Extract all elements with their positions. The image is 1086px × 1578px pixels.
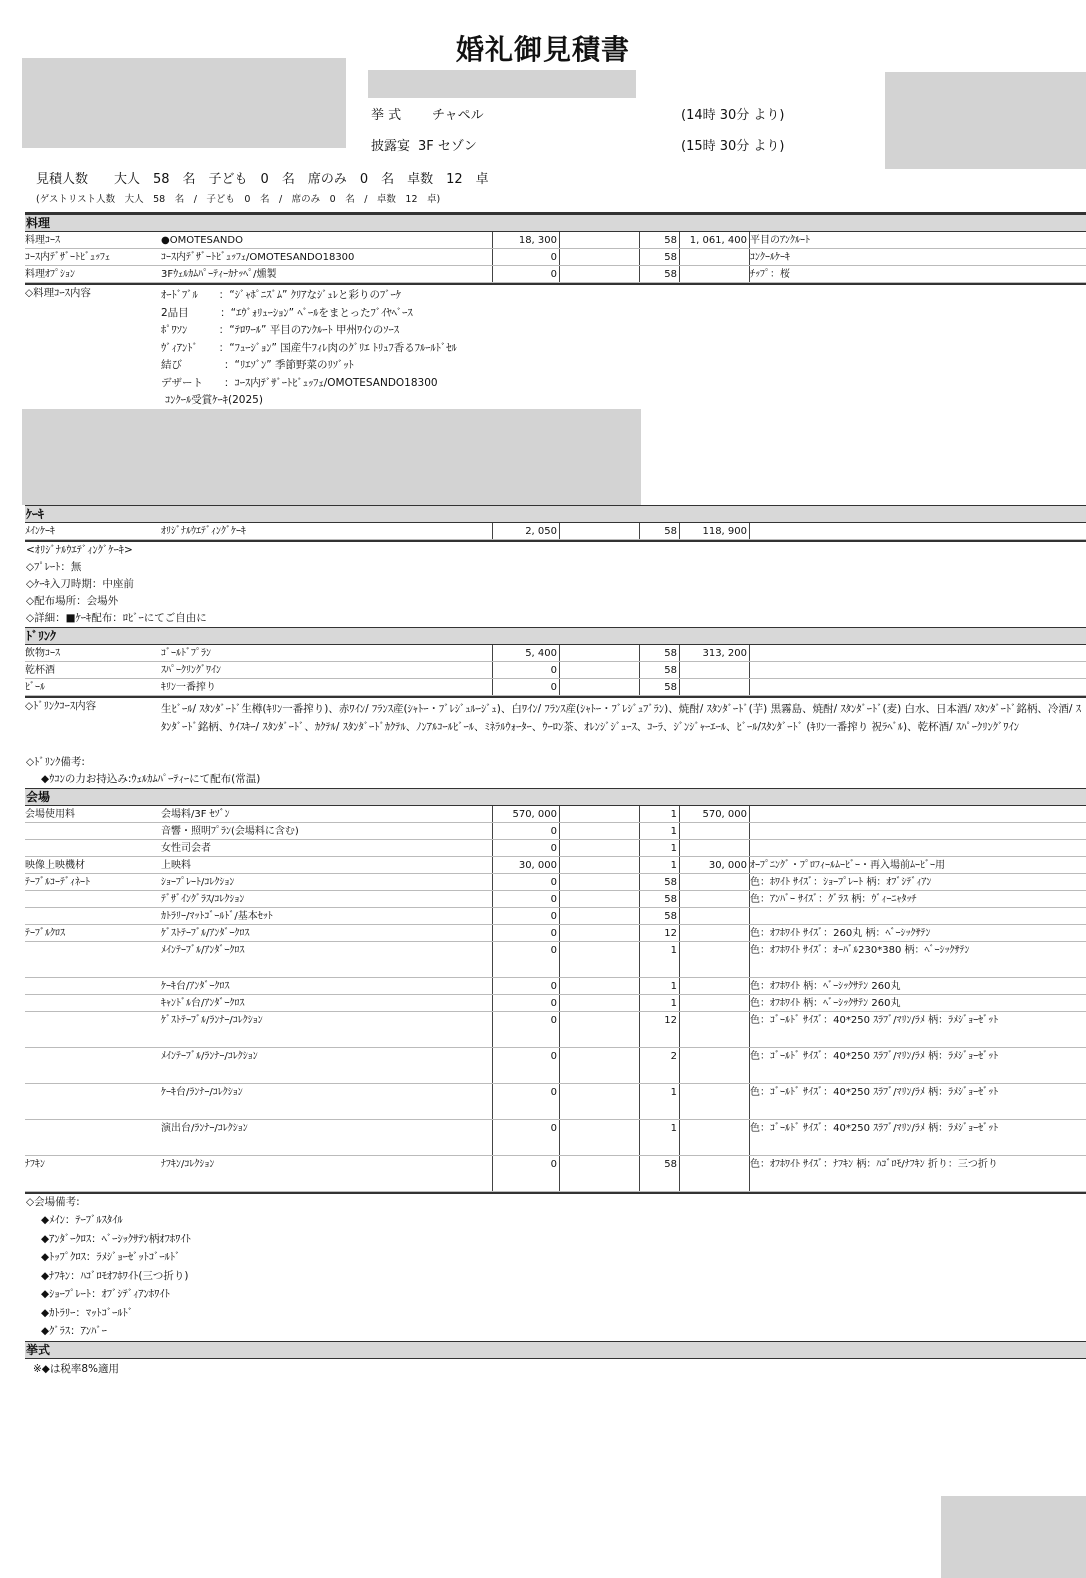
row-amount — [680, 925, 750, 941]
row-remarks — [750, 908, 1086, 924]
venue-notes-label: ◇会場備考: — [26, 1196, 80, 1208]
row-remarks: 色：ｵﾌﾎﾜｲﾄ ｻｲｽﾞ：260丸 柄：ﾍﾞｰｼｯｸｻﾃﾝ — [750, 928, 931, 939]
row-unit-price: 0 — [492, 679, 560, 695]
row-qty: 58 — [640, 874, 680, 890]
row-amount: 313, 200 — [680, 645, 750, 661]
row-category: ﾅﾌｷﾝ — [25, 1159, 45, 1170]
cuisine-course-line: 結び ：“ﾘｴｿﾞﾝ” 季節野菜のﾘｿﾞｯﾄ — [161, 359, 354, 371]
row-amount — [680, 1012, 750, 1047]
row-qty: 58 — [640, 232, 680, 248]
row-category — [25, 891, 157, 907]
row-remarks: 色：ｺﾞｰﾙﾄﾞ ｻｲｽﾞ：40*250 ｽﾗﾌﾞ/ﾏﾘﾝ/ﾗﾒ 柄：ﾗﾒｼﾞｮｰｾﾞｯﾄ — [750, 1015, 999, 1026]
row-item-name: ｺｰｽ内ﾃﾞｻﾞｰﾄﾋﾞｭｯﾌｪ/OMOTESANDO18300 — [161, 252, 355, 263]
row-note — [560, 942, 640, 977]
cuisine-course-line: ｺﾝｸｰﾙ受賞ｹｰｷ(2025) — [165, 394, 263, 406]
row-category: 映像上映機材 — [25, 860, 85, 871]
row-unit-price: 0 — [492, 891, 560, 907]
row-unit-price: 0 — [492, 995, 560, 1011]
ceremony-venue: チャペル — [432, 108, 484, 123]
reception-venue: 3F セゾン — [418, 139, 477, 154]
row-remarks: 色：ｱﾝﾊﾞｰ ｻｲｽﾞ：ｸﾞﾗｽ 柄：ｳﾞｨｰﾆｬﾀｯﾁ — [750, 894, 917, 905]
row-unit-price: 0 — [492, 1048, 560, 1083]
row-item-name: 上映料 — [161, 860, 191, 871]
row-item-name: 女性司会者 — [161, 843, 211, 854]
row-remarks: 色：ｵﾌﾎﾜｲﾄ ｻｲｽﾞ：ﾅﾌｷﾝ 柄：ﾊｺﾞﾛﾓ/ﾅﾌｷﾝ 折り：三つ折り — [750, 1159, 998, 1170]
section-ceremony: 挙式 — [25, 1341, 1086, 1359]
row-amount — [680, 1048, 750, 1083]
row-qty: 1 — [640, 857, 680, 873]
row-qty: 1 — [640, 942, 680, 977]
table-row — [25, 840, 1086, 857]
row-amount — [680, 823, 750, 839]
row-item-name: ｹﾞｽﾄﾃｰﾌﾞﾙ/ｱﾝﾀﾞｰｸﾛｽ — [161, 928, 250, 939]
row-remarks: ﾁｯﾌﾟ：桜 — [750, 269, 790, 280]
guest-list-count: (ゲストリスト人数 大人 58 名 / 子ども 0 名 / 席のみ 0 名 / 卓数 12 卓) — [36, 194, 441, 205]
row-qty: 1 — [640, 823, 680, 839]
row-amount — [680, 662, 750, 678]
row-category: ﾋﾞｰﾙ — [25, 682, 45, 693]
table-row — [25, 995, 1086, 1012]
row-item-name: ｽﾊﾟｰｸﾘﾝｸﾞﾜｲﾝ — [161, 665, 221, 676]
row-unit-price: 0 — [492, 978, 560, 994]
cuisine-course-line: デザート ：ｺｰｽ内ﾃﾞｻﾞｰﾄﾋﾞｭｯﾌｪ/OMOTESANDO18300 — [161, 376, 438, 389]
section-drink: ﾄﾞﾘﾝｸ — [25, 627, 1086, 645]
row-item-name: ﾒｲﾝﾃｰﾌﾞﾙ/ﾗﾝﾅｰ/ｺﾚｸｼｮﾝ — [161, 1051, 258, 1062]
venue-note-line: ◆ｱﾝﾀﾞｰｸﾛｽ：ﾍﾞｰｼｯｸｻﾃﾝ柄ｵﾌﾎﾜｲﾄ — [41, 1232, 191, 1245]
row-item-name: ｷｬﾝﾄﾞﾙ台/ｱﾝﾀﾞｰｸﾛｽ — [161, 998, 245, 1009]
redacted-row — [25, 409, 1086, 505]
row-remarks — [750, 662, 1086, 678]
table-row — [25, 806, 1086, 823]
row-item-name: ｷﾘﾝ一番搾り — [161, 682, 216, 693]
row-item-name: ﾃﾞｻﾞｲﾝｸﾞﾗｽ/ｺﾚｸｼｮﾝ — [161, 894, 245, 905]
row-qty: 58 — [640, 523, 680, 539]
row-remarks — [750, 823, 1086, 839]
row-qty: 58 — [640, 908, 680, 924]
table-row — [25, 1156, 1086, 1192]
row-category — [25, 1048, 157, 1083]
row-item-name: ﾒｲﾝﾃｰﾌﾞﾙ/ｱﾝﾀﾞｰｸﾛｽ — [161, 945, 245, 956]
table-row — [25, 891, 1086, 908]
section-venue: 会場 — [25, 788, 1086, 806]
drink-content-text: 生ﾋﾞｰﾙ/ ｽﾀﾝﾀﾞｰﾄﾞ生樽(ｷﾘﾝ一番搾り)、赤ﾜｲﾝ/ ﾌﾗﾝｽ産(ｼｬﾄｰ・ﾌﾞﾚｼﾞｭﾙｰｼﾞｭ)、白ﾜｲﾝ/ ﾌﾗﾝｽ産(ｼｬﾄｰ・ﾌﾞﾚｼﾞｭﾌﾞﾗﾝ)、焼酎/ ｽﾀﾝﾀﾞｰﾄﾞ(芋) 黒霧島、焼酎/ ｽﾀﾝﾀﾞｰﾄﾞ(麦) 白水、日本酒/ ｽﾀﾝﾀﾞｰﾄﾞ銘柄、冷酒/ ｽﾀﾝﾀﾞｰﾄﾞ銘柄、ｳｲｽｷｰ/ ｽﾀﾝﾀﾞｰﾄﾞ、ｶｸﾃﾙ/ ｽﾀﾝﾀﾞｰﾄﾞｶｸﾃﾙ、ﾉﾝｱﾙｺｰﾙﾋﾞｰﾙ、ﾐﾈﾗﾙｳｫｰﾀｰ、ｳｰﾛﾝ茶、ｵﾚﾝｼﾞｼﾞｭｰｽ、ｺｰﾗ、ｼﾞﾝｼﾞｬｰｴｰﾙ、ﾋﾞｰﾙ/ｽﾀﾝﾀﾞｰﾄﾞ (ｷﾘﾝ一番搾り 祝ﾗﾍﾞﾙ)、乾杯酒/ ｽﾊﾟｰｸﾘﾝｸﾞﾜｲﾝ — [161, 703, 1081, 733]
row-category: ﾒｲﾝｹｰｷ — [25, 526, 55, 537]
table-row — [25, 523, 1086, 540]
row-qty: 1 — [640, 1084, 680, 1119]
row-qty: 1 — [640, 840, 680, 856]
row-remarks: 色：ｺﾞｰﾙﾄﾞ ｻｲｽﾞ：40*250 ｽﾗﾌﾞ/ﾏﾘﾝ/ﾗﾒ 柄：ﾗﾒｼﾞｮｰｾﾞｯﾄ — [750, 1123, 999, 1134]
row-amount — [680, 1084, 750, 1119]
row-amount — [680, 978, 750, 994]
cake-note-line: ◇ﾌﾟﾚｰﾄ：無 — [26, 561, 82, 573]
row-item-name: ｹｰｷ台/ｱﾝﾀﾞｰｸﾛｽ — [161, 981, 230, 992]
row-remarks: 色：ｵﾌﾎﾜｲﾄ 柄：ﾍﾞｰｼｯｸｻﾃﾝ 260丸 — [750, 998, 901, 1009]
row-item-name: ｺﾞｰﾙﾄﾞﾌﾟﾗﾝ — [161, 648, 211, 659]
table-row — [25, 266, 1086, 283]
section-cuisine: 料理 — [25, 214, 1086, 232]
row-unit-price: 0 — [492, 1156, 560, 1191]
guest-count-summary: 見積人数 大人 58 名 子ども 0 名 席のみ 0 名 卓数 12 卓 — [36, 172, 489, 187]
venue-note-line: ◆ﾅﾌｷﾝ：ﾊｺﾞﾛﾓｵﾌﾎﾜｲﾄ(三つ折り) — [41, 1269, 189, 1282]
row-category — [25, 840, 157, 856]
row-note — [560, 978, 640, 994]
row-amount: 1, 061, 400 — [680, 232, 750, 248]
row-item-name: 3Fｳｪﾙｶﾑﾊﾟｰﾃｨｰｶﾅｯﾍﾟ/燻製 — [161, 269, 277, 280]
row-category: 料理ｺｰｽ — [25, 235, 60, 246]
row-item-name: ●OMOTESANDO — [161, 235, 243, 246]
row-note — [560, 925, 640, 941]
drink-content-label: ◇ﾄﾞﾘﾝｸｺｰｽ内容 — [25, 700, 97, 712]
cuisine-course-line: 2品目 ：“ｴｳﾞｫﾘｭｰｼｮﾝ” ﾍﾞｰﾙをまとったﾌﾞｲﾔﾍﾞｰｽ — [161, 306, 413, 319]
row-note — [560, 908, 640, 924]
row-note — [560, 1120, 640, 1155]
row-remarks: 平目のｱﾝｸﾙｰﾄ — [750, 235, 810, 246]
row-amount — [680, 1156, 750, 1191]
redacted-block — [368, 70, 636, 98]
redacted-block — [885, 72, 1086, 169]
row-qty: 2 — [640, 1048, 680, 1083]
row-amount — [680, 840, 750, 856]
drink-notes-label: ◇ﾄﾞﾘﾝｸ備考: — [26, 756, 85, 768]
reception-time: (15時 30分 より) — [681, 139, 785, 154]
row-item-name: ｹｰｷ台/ﾗﾝﾅｰ/ｺﾚｸｼｮﾝ — [161, 1087, 243, 1098]
row-remarks — [750, 806, 1086, 822]
row-remarks: 色：ｺﾞｰﾙﾄﾞ ｻｲｽﾞ：40*250 ｽﾗﾌﾞ/ﾏﾘﾝ/ﾗﾒ 柄：ﾗﾒｼﾞｮｰｾﾞｯﾄ — [750, 1087, 999, 1098]
row-note — [560, 806, 640, 822]
table-row — [25, 925, 1086, 942]
row-note — [560, 823, 640, 839]
ceremony-time: (14時 30分 より) — [681, 108, 785, 123]
row-note — [560, 1012, 640, 1047]
row-amount: 30, 000 — [680, 857, 750, 873]
row-category: 会場使用料 — [25, 809, 75, 820]
row-qty: 58 — [640, 662, 680, 678]
row-qty: 58 — [640, 249, 680, 265]
row-category — [25, 908, 157, 924]
table-row — [25, 823, 1086, 840]
row-remarks: ｵｰﾌﾟﾆﾝｸﾞ・ﾌﾟﾛﾌｨｰﾙﾑｰﾋﾞｰ・再入場前ﾑｰﾋﾞｰ用 — [750, 860, 945, 871]
reception-label: 披露宴 — [371, 139, 411, 154]
row-qty: 58 — [640, 891, 680, 907]
row-note — [560, 232, 640, 248]
row-unit-price: 0 — [492, 662, 560, 678]
row-amount — [680, 908, 750, 924]
row-qty: 58 — [640, 1156, 680, 1191]
row-note — [560, 1084, 640, 1119]
row-item-name: 会場料/3F ｾｿﾞﾝ — [161, 809, 230, 820]
row-category — [25, 823, 157, 839]
table-row — [25, 874, 1086, 891]
redacted-block — [22, 58, 346, 148]
row-qty: 1 — [640, 1120, 680, 1155]
row-remarks: ｺﾝｸｰﾙｹｰｷ — [750, 252, 790, 263]
row-qty: 58 — [640, 679, 680, 695]
row-amount: 118, 900 — [680, 523, 750, 539]
row-category — [25, 942, 157, 977]
row-unit-price: 0 — [492, 1084, 560, 1119]
row-note — [560, 662, 640, 678]
table-row — [25, 1084, 1086, 1120]
cake-note-line: <ｵﾘｼﾞﾅﾙｳｴﾃﾞｨﾝｸﾞｹｰｷ> — [26, 544, 133, 556]
cuisine-content-block — [25, 285, 1086, 409]
row-remarks: 色：ｵﾌﾎﾜｲﾄ ｻｲｽﾞ：ｵｰﾊﾞﾙ230*380 柄：ﾍﾞｰｼｯｸｻﾃﾝ — [750, 945, 970, 956]
row-unit-price: 30, 000 — [492, 857, 560, 873]
row-amount — [680, 1120, 750, 1155]
row-amount — [680, 995, 750, 1011]
row-remarks — [750, 523, 1086, 539]
row-amount — [680, 942, 750, 977]
row-category: 飲物ｺｰｽ — [25, 648, 60, 659]
row-qty: 12 — [640, 925, 680, 941]
row-note — [560, 1156, 640, 1191]
row-unit-price: 2, 050 — [492, 523, 560, 539]
row-note — [560, 679, 640, 695]
row-amount — [680, 679, 750, 695]
row-item-name: ﾅﾌｷﾝ/ｺﾚｸｼｮﾝ — [161, 1159, 215, 1170]
row-amount: 570, 000 — [680, 806, 750, 822]
redacted-block — [941, 1496, 1086, 1578]
row-category — [25, 978, 157, 994]
row-category — [25, 1084, 157, 1119]
table-row — [25, 1120, 1086, 1156]
table-row — [25, 679, 1086, 696]
table-row — [25, 978, 1086, 995]
venue-note-line: ◆ｶﾄﾗﾘｰ：ﾏｯﾄｺﾞｰﾙﾄﾞ — [41, 1306, 134, 1319]
row-remarks: 色：ﾎﾜｲﾄ ｻｲｽﾞ：ｼｮｰﾌﾟﾚｰﾄ 柄：ｵﾌﾞｼﾃﾞｨｱﾝ — [750, 877, 932, 888]
row-category — [25, 995, 157, 1011]
cake-note-line: ◇ｹｰｷ入刀時期：中座前 — [26, 578, 134, 590]
row-item-name: ｹﾞｽﾄﾃｰﾌﾞﾙ/ﾗﾝﾅｰ/ｺﾚｸｼｮﾝ — [161, 1015, 263, 1026]
row-unit-price: 0 — [492, 1120, 560, 1155]
table-row — [25, 942, 1086, 978]
cuisine-course-line: ｵｰﾄﾞﾌﾞﾙ ：“ｼﾞｬﾎﾟﾆｽﾞﾑ” ｸﾘｱなｼﾞｭﾚと彩りのﾌﾞｰｹ — [161, 289, 401, 301]
row-unit-price: 0 — [492, 823, 560, 839]
row-amount — [680, 249, 750, 265]
row-unit-price: 0 — [492, 874, 560, 890]
row-category: 乾杯酒 — [25, 665, 55, 676]
row-qty: 1 — [640, 978, 680, 994]
row-note — [560, 891, 640, 907]
cake-note-line: ◇詳細：■ｹｰｷ配布：ﾛﾋﾞｰにてご自由に — [26, 612, 207, 624]
row-category — [25, 1120, 157, 1155]
venue-note-line: ◆ｼｮｰﾌﾟﾚｰﾄ：ｵﾌﾞｼﾃﾞｨｱﾝﾎﾜｲﾄ — [41, 1288, 170, 1300]
row-remarks: 色：ｵﾌﾎﾜｲﾄ 柄：ﾍﾞｰｼｯｸｻﾃﾝ 260丸 — [750, 981, 901, 992]
table-row — [25, 249, 1086, 266]
section-cake: ｹｰｷ — [25, 505, 1086, 523]
row-remarks — [750, 679, 1086, 695]
cuisine-content-label: ◇料理ｺｰｽ内容 — [25, 287, 91, 299]
row-unit-price: 18, 300 — [492, 232, 560, 248]
table-row — [25, 662, 1086, 679]
tax-footnote: ※◆は税率8%適用 — [33, 1362, 120, 1375]
table-row — [25, 232, 1086, 249]
table-row — [25, 1048, 1086, 1084]
row-item-name: 演出台/ﾗﾝﾅｰ/ｺﾚｸｼｮﾝ — [161, 1123, 248, 1134]
row-qty: 58 — [640, 266, 680, 282]
row-unit-price: 0 — [492, 840, 560, 856]
row-note — [560, 874, 640, 890]
table-row — [25, 857, 1086, 874]
row-remarks — [750, 840, 1086, 856]
cake-note-line: ◇配布場所：会場外 — [26, 595, 119, 607]
row-category: ﾃｰﾌﾞﾙｺｰﾃﾞｨﾈｰﾄ — [25, 877, 90, 888]
venue-note-line: ◆ﾄｯﾌﾟｸﾛｽ：ﾗﾒｼﾞｮｰｾﾞｯﾄｺﾞｰﾙﾄﾞ — [41, 1251, 181, 1263]
row-category: ｺｰｽ内ﾃﾞｻﾞｰﾄﾋﾞｭｯﾌｪ — [25, 252, 110, 263]
cuisine-course-line: ﾎﾟﾜｿﾝ ：“ﾃﾛﾜｰﾙ” 平目のｱﾝｸﾙｰﾄ 甲州ﾜｲﾝのｿｰｽ — [161, 324, 400, 336]
document-title: 婚礼御見積書 — [455, 33, 630, 66]
row-item-name: ｼｮｰﾌﾟﾚｰﾄ/ｺﾚｸｼｮﾝ — [161, 877, 235, 888]
row-qty: 12 — [640, 1012, 680, 1047]
venue-note-line: ◆ﾒｲﾝ：ﾃｰﾌﾞﾙｽﾀｲﾙ — [41, 1214, 123, 1226]
table-row — [25, 908, 1086, 925]
row-item-name: 音響・照明ﾌﾟﾗﾝ(会場料に含む) — [161, 826, 299, 837]
row-unit-price: 5, 400 — [492, 645, 560, 661]
row-qty: 1 — [640, 806, 680, 822]
row-category — [25, 1012, 157, 1047]
row-unit-price: 0 — [492, 266, 560, 282]
row-amount — [680, 891, 750, 907]
cuisine-course-line: ｳﾞｨｱﾝﾄﾞ ：“ﾌｭｰｼﾞｮﾝ” 国産牛ﾌｨﾚ肉のｸﾞﾘｴ ﾄﾘｭﾌ香るﾌﾙｰﾙﾄﾞｾﾙ — [161, 341, 457, 354]
row-item-name: ｵﾘｼﾞﾅﾙｳｴﾃﾞｨﾝｸﾞｹｰｷ — [161, 526, 246, 537]
estimate-table — [25, 212, 1086, 1379]
row-unit-price: 0 — [492, 249, 560, 265]
row-item-name: ｶﾄﾗﾘｰ/ﾏｯﾄｺﾞｰﾙﾄﾞ/基本ｾｯﾄ — [161, 911, 273, 922]
row-note — [560, 645, 640, 661]
table-row — [25, 1012, 1086, 1048]
row-category: ﾃｰﾌﾞﾙｸﾛｽ — [25, 928, 65, 939]
drink-content-block — [25, 698, 1086, 754]
row-note — [560, 857, 640, 873]
row-qty: 58 — [640, 645, 680, 661]
row-unit-price: 0 — [492, 908, 560, 924]
row-amount — [680, 874, 750, 890]
venue-note-line: ◆ｸﾞﾗｽ：ｱﾝﾊﾞｰ — [41, 1325, 107, 1337]
row-note — [560, 249, 640, 265]
row-unit-price: 0 — [492, 942, 560, 977]
row-amount — [680, 266, 750, 282]
row-note — [560, 523, 640, 539]
drink-notes-item: ◆ｳｺﾝの力お持込み:ｳｪﾙｶﾑﾊﾟｰﾃｨｰにて配布(常温) — [41, 773, 261, 785]
row-unit-price: 570, 000 — [492, 806, 560, 822]
ceremony-label: 挙 式 — [371, 108, 402, 123]
row-note — [560, 840, 640, 856]
row-note — [560, 995, 640, 1011]
row-note — [560, 266, 640, 282]
row-remarks — [750, 645, 1086, 661]
row-note — [560, 1048, 640, 1083]
row-unit-price: 0 — [492, 925, 560, 941]
row-qty: 1 — [640, 995, 680, 1011]
row-category: 料理ｵﾌﾟｼｮﾝ — [25, 269, 75, 280]
table-row — [25, 645, 1086, 662]
row-remarks: 色：ｺﾞｰﾙﾄﾞ ｻｲｽﾞ：40*250 ｽﾗﾌﾞ/ﾏﾘﾝ/ﾗﾒ 柄：ﾗﾒｼﾞｮｰｾﾞｯﾄ — [750, 1051, 999, 1062]
row-unit-price: 0 — [492, 1012, 560, 1047]
